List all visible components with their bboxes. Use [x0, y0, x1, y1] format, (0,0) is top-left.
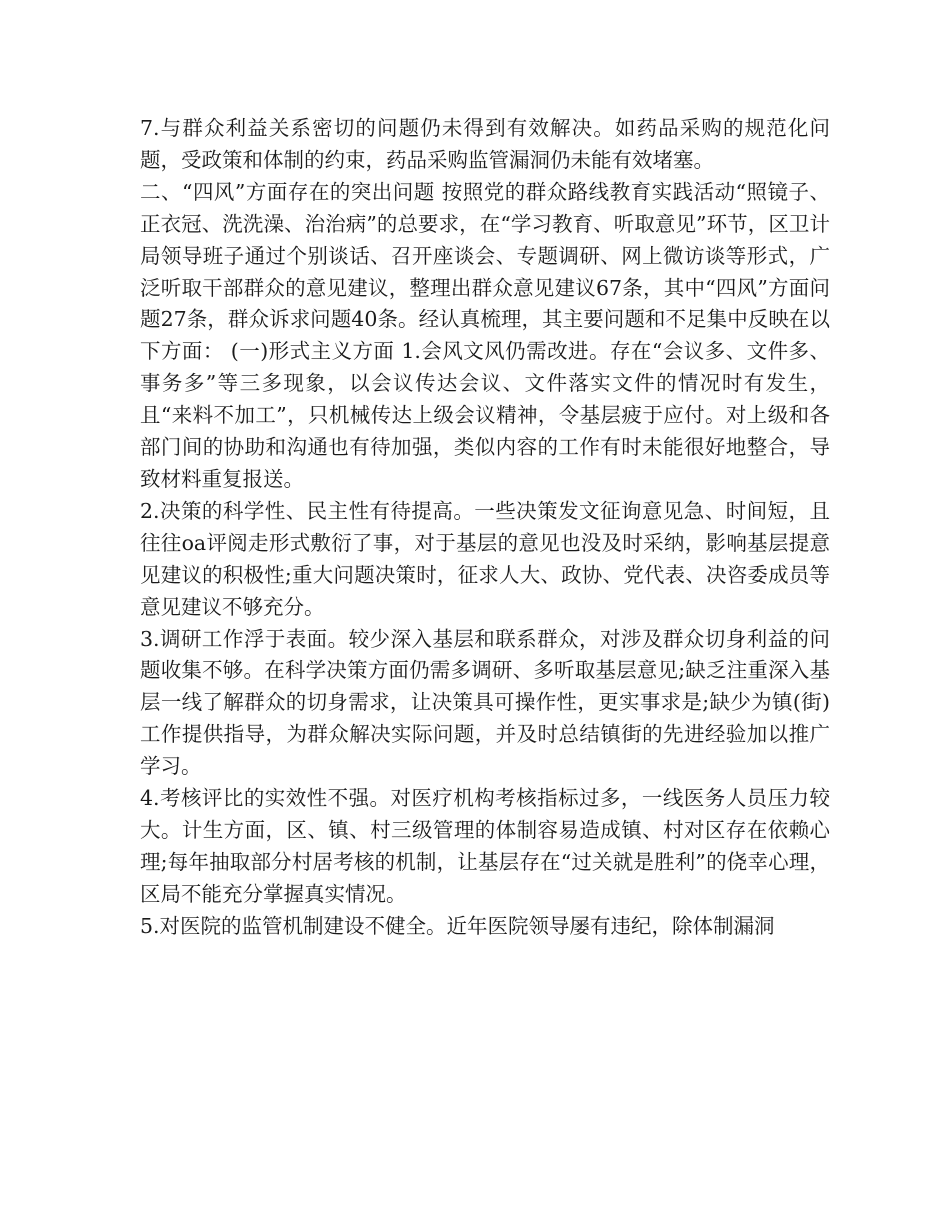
paragraph-item-4: 4.考核评比的实效性不强。对医疗机构考核指标过多，一线医务人员压力较大。计生方面，区、镇、村三级管理的体制容易造成镇、村对区存在依赖心理;每年抽取部分村居考核的机制，让基层存在“过关就是胜利”的侥幸心理，区局不能充分掌握真实情况。: [140, 786, 830, 906]
paragraph-item-7: 7.与群众利益关系密切的问题仍未得到有效解决。如药品采购的规范化问题，受政策和体制的约束，药品采购监管漏洞仍未能有效堵塞。: [140, 116, 830, 172]
paragraph-item-3: 3.调研工作浮于表面。较少深入基层和联系群众，对涉及群众切身利益的问题收集不够。在科学决策方面仍需多调研、多听取基层意见;缺乏注重深入基层一线了解群众的切身需求，让决策具可操作性，更实事求是;缺少为镇(街)工作提供指导，为群众解决实际问题，并及时总结镇街的先进经验加以推广学习。: [140, 626, 830, 779]
paragraph-four-winds-section: 二、“四风”方面存在的突出问题 按照党的群众路线教育实践活动“照镜子、正衣冠、洗洗澡、治治病”的总要求，在“学习教育、听取意见”环节，区卫计局领导班子通过个别谈话、召开座谈会、专题调研、网上微访谈等形式，广泛听取干部群众的意见建议，整理出群众意见建议67条，其中“四风”方面问题27条，群众诉求问题40条。经认真梳理，其主要问题和不足集中反映在以下方面： (一)形式主义方面 1.会风文风仍需改进。存在“会议多、文件多、事务多”等三多现象，以会议传达会议、文件落实文件的情况时有发生，且“来料不加工”，只机械传达上级会议精神，令基层疲于应付。对上级和各部门间的协助和沟通也有待加强，类似内容的工作有时未能很好地整合，导致材料重复报送。: [140, 179, 830, 491]
document-body: [140, 113, 830, 943]
paragraph-item-5: 5.对医院的监管机制建设不健全。近年医院领导屡有违纪，除体制漏洞: [140, 913, 775, 938]
paragraph-item-2: 2.决策的科学性、民主性有待提高。一些决策发文征询意见急、时间短，且往往oa评阅走形式敷衍了事，对于基层的意见也没及时采纳，影响基层提意见建议的积极性;重大问题决策时，征求人大、政协、党代表、决咨委成员等意见建议不够充分。: [140, 498, 830, 619]
